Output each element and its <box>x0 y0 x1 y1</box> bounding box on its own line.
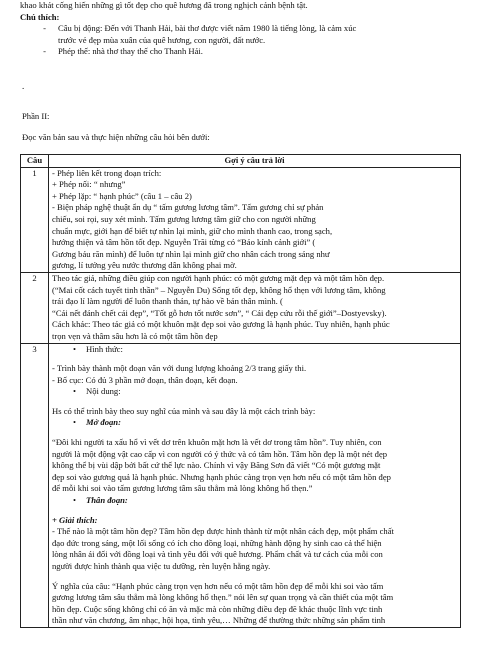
part-title: Phần II: <box>22 111 50 121</box>
answer-line: Ý nghĩa của câu: “Hạnh phúc càng trọn vẹn hơn nếu có một tâm hồn đẹp để mỗi khi soi vào tấm <box>52 580 384 591</box>
header-cau: Câu <box>21 155 49 168</box>
question-number: 3 <box>21 343 49 627</box>
answer-cell <box>49 343 461 627</box>
answer-line: trái đạo lí làm người để luôn thanh thản, tự hào về bản thân mình. ( <box>52 296 283 307</box>
answer-line: - Bố cục: Có đủ 3 phần mở đoạn, thân đoạn, kết đoạn. <box>52 374 238 385</box>
note-bullet-1-continued: trước vẻ đẹp mùa xuân của quê hương, con người, đất nước. <box>58 34 266 45</box>
answer-cell <box>49 167 461 272</box>
table-header-row <box>21 155 461 168</box>
answer-line: - Thế nào là một tâm hồn đẹp? Tâm hồn đẹp được hình thành từ một nhân cách đẹp, một phẩm chất <box>52 526 394 537</box>
previous-section <box>18 0 468 58</box>
note-bullet-2 <box>18 46 468 58</box>
note-bullet-1-text: Câu bị động: Đến với Thanh Hải, bài thơ được viết năm 1980 là tiếng lòng, là cảm xúc <box>58 23 357 34</box>
answer-line: Hs có thể trình bày theo suy nghĩ của mình và sau đây là một cách trình bày: <box>52 405 316 416</box>
mo-doan-heading <box>52 417 457 429</box>
answer-line: + Phép lặp: “ hạnh phúc” (câu 1 – câu 2) <box>52 190 192 201</box>
answer-line: “Cái nết đánh chết cái đẹp”, “Tốt gỗ hơn tốt nước sơn”, “ Cái đẹp cứu rỗi thế giới”–Dostyevsky). <box>52 307 387 318</box>
answer-line: lòng nhân ái đối với đồng loại và tình yêu đối với quê hương. Phẩm chất và tư cách của mỗi con <box>52 549 383 560</box>
answer-line: Gương báu răn mình) để luôn tự nhìn lại mình giữ cho nhân cách trong sáng như <box>52 248 330 259</box>
question-number: 1 <box>21 167 49 272</box>
answer-line: - Trình bày thành một đoạn văn với dung lượng khoảng 2/3 trang giấy thi. <box>52 363 307 374</box>
answer-line: - Phép liên kết trong đoạn trích: <box>52 167 162 178</box>
spacer <box>52 429 457 437</box>
bullet-mark: - <box>43 46 46 57</box>
bullet-dot: • <box>72 386 76 397</box>
table-row <box>21 272 461 343</box>
bullet-mark: - <box>43 23 46 34</box>
table-row <box>21 343 461 627</box>
answer-table <box>20 154 461 628</box>
answer-line: để mỗi khi soi vào tấm gương lương tâm sâu thẳm mà lòng không hổ thẹn.” <box>52 483 313 494</box>
answer-line: người là một động vật cao cấp vì con người có ý thức và có tâm hồn. Tâm hồn đẹp là một nét đẹp <box>52 448 388 459</box>
hinh-thuc-label: Hình thức: <box>86 343 123 354</box>
page-dot-mark: . <box>22 81 25 91</box>
answer-line: - Biện pháp nghệ thuật ẩn dụ “ tấm gương lương tâm”. Tấm gương chỉ sự phản <box>52 202 324 213</box>
answer-line: chuẩn mực, giới hạn để biết tự nhìn lại mình, giữ cho mình thanh cao, trong sạch, <box>52 225 333 236</box>
answer-line: Theo tác giả, những điều giúp con người hạnh phúc: có một gương mặt đẹp và một tâm hồn đẹp. <box>52 272 385 283</box>
hinh-thuc-heading <box>52 344 457 356</box>
than-doan-heading <box>52 495 457 507</box>
giai-thich-label: + Giải thích: <box>52 514 98 525</box>
bullet-dot: • <box>72 343 76 354</box>
answer-line: gương lương tâm sâu thẳm mà lòng không hổ thẹn.” nói lên sự quan trọng và cần thiết của một tâm <box>52 592 394 603</box>
answer-line: đạo đức trong sáng, một lối sống có ích cho đồng loại, những hành động hy sinh cao cả thể hiện <box>52 537 382 548</box>
noi-dung-heading <box>52 386 457 398</box>
answer-line: hướng thiện và tâm hồn tốt đẹp. Nguyễn Trãi từng có “Bảo kính cảnh giới” ( <box>52 237 316 248</box>
note-title: Chú thích: <box>20 11 60 22</box>
note-bullet-1 <box>18 23 468 35</box>
noi-dung-label: Nội dung: <box>86 386 121 397</box>
answer-line: + Phép nối: “ nhưng” <box>52 179 126 190</box>
continued-text: khao khát cống hiến những gì tốt đẹp cho quê hương đã trong nghịch cảnh bệnh tật. <box>20 0 308 10</box>
spacer <box>52 573 457 581</box>
question-number: 2 <box>21 272 49 343</box>
spacer <box>52 398 457 406</box>
answer-line: gương, lí tưởng yêu nước thương dân không phai mờ. <box>52 260 237 271</box>
reading-instruction: Đọc văn bản sau và thực hiện những câu hỏi bên dưới: <box>22 132 210 142</box>
answer-line: đẹp soi vào gương quả là hạnh phúc. Nhưng hạnh phúc càng trọn vẹn hơn nếu có một tâm hồn đẹp <box>52 471 391 482</box>
answer-line: không thể bị vùi dập bởi bất cứ thế lực nào. Chính vì vậy Băng Sơn đã viết “Có một gương mặt <box>52 460 381 471</box>
table-row <box>21 167 461 272</box>
answer-line: hồn đẹp. Cuộc sống không chỉ có ăn và mặc mà còn những điều đẹp đẽ khác thuộc lĩnh vực tinh <box>52 603 383 614</box>
answer-line: trọn vẹn và thâm sâu hơn là có một tâm hồn đẹp <box>52 330 218 341</box>
answer-line: Cách khác: Theo tác giả có một khuôn mặt đẹp soi vào gương là hạnh phúc. Tuy nhiên, hạnh phúc <box>52 319 390 330</box>
answer-line: “Đôi khi người ta xấu hổ vì vết dơ trên khuôn mặt hơn là vết dơ trong tâm hồn”. Tuy nhiên, con <box>52 437 382 448</box>
spacer <box>52 355 457 363</box>
bullet-dot: • <box>72 417 76 428</box>
than-doan-label: Thân đoạn: <box>86 495 128 506</box>
answer-line: người được hình thành qua việc tu dưỡng, rèn luyện hằng ngày. <box>52 561 271 571</box>
answer-line: chiếu, soi rọi, suy xét mình. Tấm gương lương tâm giữ cho con người những <box>52 213 316 224</box>
header-goi-y: Gợi ý câu trả lời <box>49 155 461 168</box>
note-bullet-2-text: Phép thế: nhà thơ thay thế cho Thanh Hải. <box>58 46 203 57</box>
answer-line: thần như văn chương, âm nhạc, hội họa, tình yêu,… Những để thường thức những sản phẩm tinh <box>52 615 386 626</box>
spacer <box>52 507 457 515</box>
bullet-dot: • <box>72 495 76 506</box>
mo-doan-label: Mở đoạn: <box>86 417 121 428</box>
answer-cell <box>49 272 461 343</box>
answer-line: (“Mai cốt cách tuyết tinh thần” – Nguyễn Du) Sống tốt đẹp, không hổ thẹn với lương tâm, không <box>52 284 386 295</box>
